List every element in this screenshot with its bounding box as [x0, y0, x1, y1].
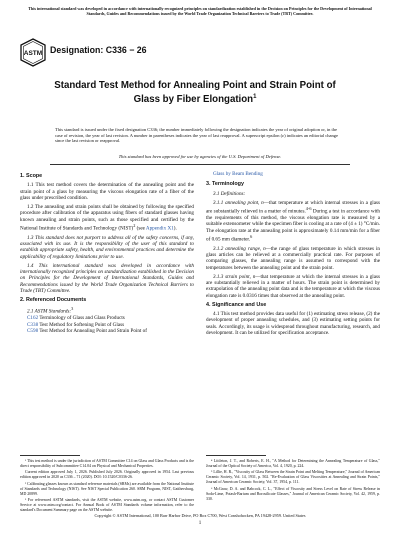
refs-list	[20, 306, 194, 334]
para-1-2-sup: 2	[133, 223, 136, 228]
appendix-x1-link[interactable]: Appendix X1	[145, 225, 174, 232]
para-1-3: 1.3 This standard does not purport to address all of the safety concerns, if any, associated with its use. It is the responsibility of the user of this standard to establish appropriate safety, health, and environmental practices and determine the applicability of regulatory limitations prior to use.	[20, 234, 194, 260]
ref-title: Test Method for Annealing Point and Strain Point of	[38, 328, 147, 335]
term-strain-point: 3.1.3 strain point, n	[213, 273, 256, 280]
para-3-1-2-text: —the range of glass temperature in which stresses in glass articles can be relieved at a commercially practical rate. For purposes of comparing glasses, the annealing range is assumed to correspond with the temperatures between the annealing point and the strain point.	[206, 245, 380, 271]
footnote: Current edition approved July 1, 2026. Published July 2026. Originally approved in 1954. Last previous edition approved in 2020 as C336 – 71 (2020). DOI: 10.1520/C0336-26.	[20, 470, 194, 480]
ref-code-link[interactable]: C338	[27, 321, 39, 328]
para-4-1: 4.1 This test method provides data useful for (1) estimating stress release, (2) the development of proper annealing schedules, and (3) estimating setting points for seals. Accordingly, its usage is widespread throughout manufacturing, research, and development. It can be utilized for specification acceptance.	[206, 311, 380, 337]
astm-logo-icon	[20, 38, 46, 67]
ref-title: Test Method for Softening Point of Glass	[38, 321, 125, 328]
ref-item	[27, 328, 194, 334]
footnote-rule	[20, 455, 80, 456]
para-3-1-1-text2: During a test in accordance with the requirements of this method, the viscous elongation rate is measured by a suitable extensometer while the specimen fiber is cooling at a rate of (4 ± 1) °C/min. The elongation rate at the annealing point is approximately 0.14 mm/min for a fiber of 0.65 mm diameter.	[206, 208, 380, 243]
document-title	[50, 80, 340, 105]
refs-subheading	[27, 306, 194, 315]
footnote: ² Calibrating glasses known as standard reference materials (SRMs) are available from the National Institute of Standards and Technology (NIST). See NIST Special Publication 260. SRM Program, NIST, Gaithersburg, MD 20899.	[20, 481, 194, 496]
terminology-heading: 3. Terminology	[206, 181, 244, 188]
footnotes-left	[20, 455, 194, 514]
footnote-rule	[206, 455, 266, 456]
scope-heading: 1. Scope	[20, 173, 43, 179]
header-note: This international standard was developed in accordance with internationally recognized principles on standardization established in the Decision on Principles for the Development of International Standards, Guides and Recommendations issued by the World Trade Organization Technical Barriers to Trade (TBT) Committee.	[28, 6, 372, 17]
ref-continued-link[interactable]: Glass by Beam Bending	[213, 171, 263, 177]
ref-code-link[interactable]: C162	[27, 315, 39, 322]
ref-title: Terminology of Glass and Glass Products	[38, 315, 125, 322]
para-3-1-3-text: —that temperature at which the internal stresses in a glass are substantially relieved in a matter of hours. The strain point is determined by extrapolation of the annealing point data and is the temperature at which the viscous elongation rate is 0.0316 times that observed at the annealing point.	[206, 273, 380, 299]
refs-heading: 2. Referenced Documents	[20, 296, 87, 303]
para-3-1-2	[206, 246, 380, 271]
refs-sub-sup: 3	[71, 306, 74, 312]
term-annealing-range: 3.1.2 annealing range, n	[213, 245, 266, 252]
right-column	[206, 171, 380, 339]
para-1-4: 1.4 This international standard was developed in accordance with internationally recognized principles on standardization established in the Decision on Principles for the Development of International Standards, Guides and Recommendations issued by the World Trade Organization Technical Barriers to Trade (TBT) Committee.	[20, 262, 194, 294]
para-1-2-end: ).	[173, 225, 177, 232]
para-1-2-see: (see	[135, 225, 146, 232]
para-3-1-1-sup: 4-6	[305, 205, 312, 211]
footnote: ¹ This test method is under the jurisdiction of ASTM Committee C14 on Glass and Glass Products and is the direct responsibility of Subcommittee C14.04 on Physical and Mechanical Properties.	[20, 459, 194, 468]
designation: Designation: C336 − 26	[50, 45, 147, 55]
definitions-subheading: 3.1 Definitions:	[213, 190, 246, 197]
para-3-1-1-text: —that temperature at which internal stresses in a glass are substantially relieved in a matter of minutes.	[206, 199, 380, 215]
copyright-footer: Copyright © ASTM International, 100 Barr Harbor Drive, PO Box C700, West Conshohocken, PA 19428-2959. United States	[94, 513, 306, 518]
divider	[50, 164, 350, 165]
issue-note: This standard is issued under the fixed designation C336; the number immediately following the designation indicates the year of original adoption or, in the case of revision, the year of last revision. A number in parentheses indicates the year of last reapproval. A superscript epsilon (ε) indicates an editorial change since the last revision or reapproval.	[55, 127, 339, 144]
para-3-1-1-sup2: 6	[250, 234, 253, 240]
significance-heading: 4. Significance and Use	[206, 301, 267, 308]
para-1-2-text: 1.2 The annealing and strain points shall be obtained by following the specified procedure after calibration of the apparatus using fibers of standard glasses having known annealing and strain points, such as those specified and certified by the National Institute of Standards and Technology (NIST)	[20, 203, 194, 232]
dod-note: This standard has been approved for use by agencies of the U.S. Department of Defense.	[118, 154, 282, 159]
footnote: ³ For referenced ASTM standards, visit the ASTM website, www.astm.org, or contact ASTM Customer Service at www.astm.org/contact. For Annual Book of ASTM Standards volume information, refer to the standard's Document Summary page on the ASTM website.	[20, 498, 194, 512]
refs-subheading-text: 2.1 ASTM Standards:	[27, 309, 72, 315]
para-1-2	[20, 204, 194, 232]
para-3-1-1	[206, 200, 380, 244]
title-text: Standard Test Method for Annealing Point and Strain Point of Glass by Fiber Elongation	[54, 80, 336, 105]
para-1-1: 1.1 This test method covers the determination of the annealing point and the strain point of a glass by measuring the viscous elongation rate of a fiber of the glass under prescribed condition.	[20, 182, 194, 202]
left-column	[20, 171, 194, 337]
para-3-1-3	[206, 274, 380, 299]
ref-code-link[interactable]: C598	[27, 328, 39, 335]
page-number: 1	[198, 521, 202, 526]
term-annealing-point: 3.1.1 annealing point, n	[213, 199, 264, 206]
logo-text: ASTM	[23, 50, 43, 57]
title-footnote-mark: 1	[253, 93, 257, 100]
ref-item-continued	[213, 171, 380, 177]
footnote: ⁴ Littleton, J. T., and Roberts, E. H., "A Method for Determining the Annealing Temperature of Glass," Journal of the Optical Society of America, Vol. 4, 1920, p. 224.	[206, 459, 380, 468]
footnote: ⁵ Lillie, H. R., "Viscosity of Glass Between the Strain Point and Melting Temperature," Journal of American Ceramic Society, Vol. 14, 1931, p. 502. "Re-Evaluation of Glass Viscosities at Annealing and Strain Points," Journal of American Ceramic Society, Vol. 37, 1954, p. 111.	[206, 470, 380, 485]
footnote: ⁶ McGraw, D. A. and Babcock, C. L., "Effect of Viscosity and Stress Level on Rate of Stress Release in Soda-Lime, Potash-Barium and Borosilicate Glasses," Journal of American Ceramic Society, Vol. 42, 1959, p. 330.	[206, 486, 380, 501]
footnotes-right	[206, 455, 380, 503]
